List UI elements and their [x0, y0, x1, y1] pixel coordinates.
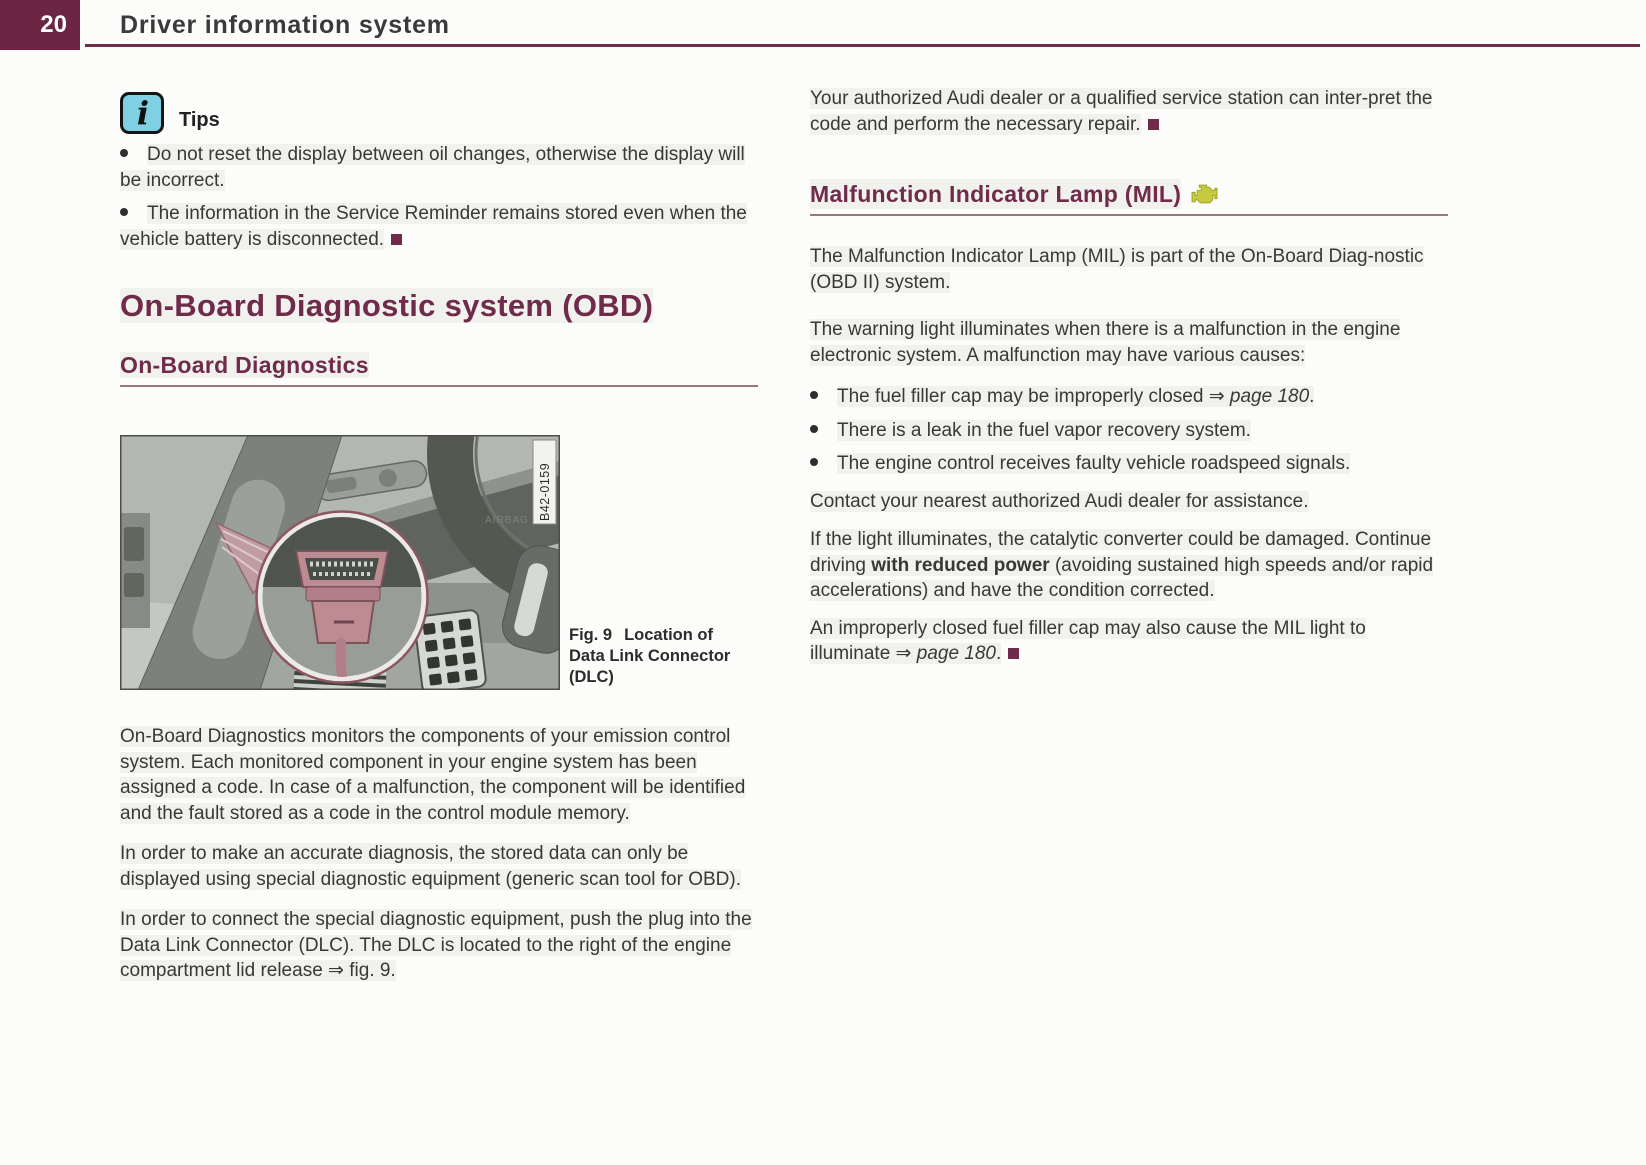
paragraph: In order to connect the special diagnostic equipment, push the plug into the Data Link Connector (DLC). The DLC is located to the right of the engine compartment lid release ⇒ fig. 9. — [120, 909, 752, 981]
subsection-heading-obd-diagnostics: On-Board Diagnostics — [120, 350, 758, 387]
section-end-marker — [1148, 119, 1159, 130]
figure-9-caption: Fig. 9 Location of Data Link Connector (DLC) — [569, 626, 731, 686]
cause-item: There is a leak in the fuel vapor recovery system. — [810, 418, 1448, 444]
header-divider — [85, 44, 1640, 47]
bullet-icon — [120, 208, 128, 216]
info-icon-glyph — [125, 96, 159, 130]
section-heading-obd: On-Board Diagnostic system (OBD) — [120, 288, 654, 323]
figure-9 — [120, 435, 758, 690]
paragraph: On-Board Diagnostics monitors the components of your emission control system. Each monitored component in your engine system has been assigned a code. In case of a malfunction, the component will be identified and the fault stored as a code in the control module memory. — [120, 726, 746, 824]
paragraph: The warning light illuminates when there is a malfunction in the engine electronic system. A malfunction may have various causes: — [810, 319, 1401, 366]
page-number: 20 — [40, 11, 67, 38]
tip-item: Do not reset the display between oil changes, otherwise the display will be incorrect. — [120, 144, 745, 191]
svg-text:i: i — [136, 96, 150, 130]
paragraph: The Malfunction Indicator Lamp (MIL) is part of the On-Board Diag-nostic (OBD II) system. — [810, 246, 1424, 293]
check-engine-icon — [1191, 183, 1218, 206]
tips-header — [120, 88, 758, 134]
figure-9-illustration — [120, 435, 560, 690]
left-column — [120, 88, 758, 984]
page-number-box — [0, 0, 80, 50]
paragraph: Your authorized Audi dealer or a qualified service station can inter-pret the code and perform the necessary repair. — [810, 88, 1433, 135]
bullet-icon — [810, 425, 818, 433]
tip-item: The information in the Service Reminder remains stored even when the vehicle battery is disconnected. — [120, 203, 747, 250]
cause-item: The fuel filler cap may be improperly closed ⇒ page 180. — [810, 384, 1448, 410]
bullet-icon — [120, 149, 128, 157]
paragraph: An improperly closed fuel filler cap may also cause the MIL light to illuminate ⇒ page 180. — [810, 617, 1366, 664]
section-end-marker — [1008, 648, 1019, 659]
page-reference: page 180 — [916, 643, 996, 664]
paragraph: In order to make an accurate diagnosis, the stored data can only be displayed using special diagnostic equipment (generic scan tool for OBD). — [120, 843, 741, 890]
bullet-icon — [810, 458, 818, 466]
page-title: Driver information system — [120, 11, 450, 39]
right-column — [810, 86, 1448, 667]
paragraph: If the light illuminates, the catalytic converter could be damaged. Continue driving with reduced power (avoiding sustained high speeds and/or rapid accelerations) and have the condition corrected. — [810, 529, 1434, 601]
bullet-icon — [810, 391, 818, 399]
cause-item: The engine control receives faulty vehicle roadspeed signals. — [810, 451, 1448, 477]
section-end-marker — [391, 234, 402, 245]
paragraph: Contact your nearest authorized Audi dealer for assistance. — [810, 490, 1309, 512]
figure-label: Fig. 9 — [569, 626, 613, 644]
cross-reference: ⇒ fig. 9. — [328, 960, 396, 981]
svg-text:B42-0159: B42-0159 — [538, 462, 552, 521]
page-reference: page 180 — [1229, 386, 1310, 407]
svg-text:AIRBAG: AIRBAG — [485, 515, 529, 526]
info-icon — [120, 92, 164, 134]
tips-label: Tips — [179, 108, 220, 131]
subsection-heading-mil: Malfunction Indicator Lamp (MIL) — [810, 179, 1448, 216]
